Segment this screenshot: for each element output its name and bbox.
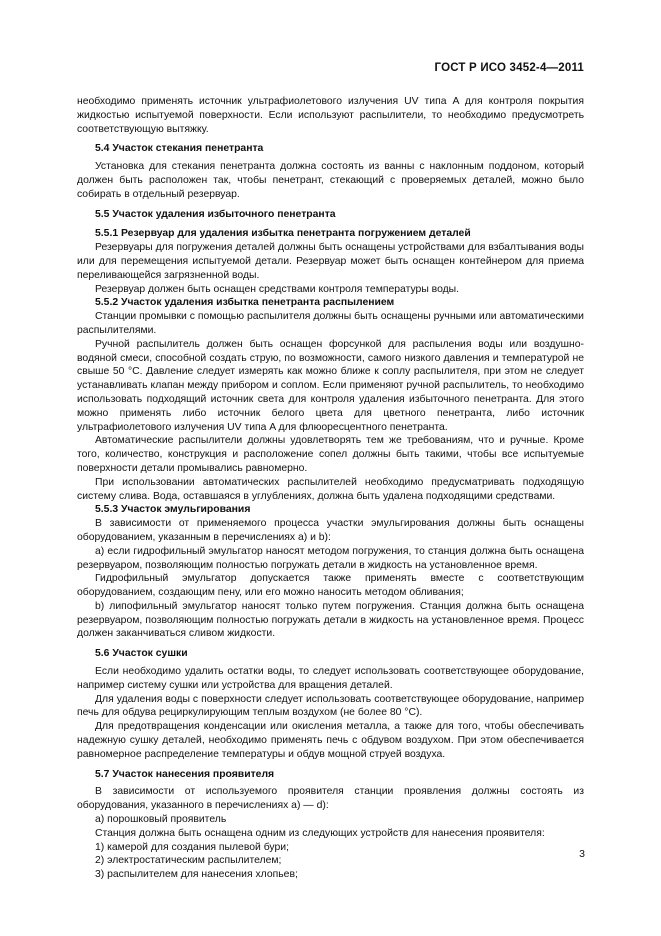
section-heading-5-7: 5.7 Участок нанесения проявителя	[95, 768, 275, 780]
section-heading-5-5-3: 5.5.3 Участок эмульгирования	[95, 504, 251, 516]
section-heading-5-5: 5.5 Участок удаления избыточного пенетранта	[95, 208, 336, 220]
paragraph: Для предотвращения конденсации или окисления металла, а также для того, чтобы обеспечивать надежную сушку деталей, необходимо применять печь с обдувом воздухом. При этом обеспечивается равномерное распределение температуры и обдув мощной струей воздуха.	[77, 721, 584, 760]
list-item-1: 1) камерой для создания пылевой бури;	[95, 841, 289, 853]
paragraph: Для удаления воды с поверхности следует использовать соответствующее оборудование, например печь для обдува рециркулирующим теплым воздухом (не более 80 °C).	[77, 693, 584, 719]
paragraph: В зависимости от применяемого процесса участки эмульгирования должны быть оснащены оборудованием, указанным в перечислениях a) и b):	[77, 518, 584, 543]
paragraph: Автоматические распылители должны удовлетворять тем же требованиям, что и ручные. Кроме того, количество, конструкция и расположение сопел должны быть такими, чтобы все испытуемые поверхности детали промывались равномерно.	[77, 435, 584, 474]
list-item-b: b) липофильный эмульгатор наносят только путем погружения. Станция должна быть оснащена резервуаром, позволяющим полностью погружать детали в жидкость на установленное время. Процесс должен заканчиваться сливом жидкости.	[77, 600, 584, 640]
list-item-a: a) если гидрофильный эмульгатор наносят методом погружения, то станция должна быть оснащена резервуаром, позволяющим полностью погружать детали в жидкость на установленное время.	[77, 545, 584, 571]
paragraph: Резервуары для погружения деталей должны быть оснащены устройствами для взбалтывания воды или для перемещения испытуемой детали. Резервуар может быть оснащен контейнером для приема переливающейся загрязненной воды.	[77, 242, 584, 281]
list-item-3: 3) распылителем для нанесения хлопьев;	[95, 869, 298, 881]
section-heading-5-6: 5.6 Участок сушки	[95, 648, 188, 660]
section-heading-5-5-2: 5.5.2 Участок удаления избытка пенетранта распылением	[95, 297, 395, 309]
paragraph: При использовании автоматических распылителей необходимо предусматривать подходящую систему слива. Вода, оставшаяся в углублениях, должна быть удалена подходящими средствами.	[77, 476, 584, 502]
paragraph: Если необходимо удалить остатки воды, то следует использовать соответствующее оборудование, например систему сушки или устройства для вращения деталей.	[77, 666, 584, 691]
paragraph: Резервуар должен быть оснащен средствами контроля температуры воды.	[95, 283, 460, 295]
paragraph: Станции промывки с помощью распылителя должны быть оснащены ручными или автоматическими распылителями.	[77, 311, 584, 336]
list-item-2: 2) электростатическим распылителем;	[95, 855, 282, 867]
list-item-a: a) порошковый проявитель	[95, 814, 227, 826]
paragraph: Ручной распылитель должен быть оснащен форсункой для распыления воды или воздушно-водяной смеси, способной создать струю, по возможности, самого низкого давления и температурой не свыше 50 °C. Давление следует измерять как можно ближе к соплу распылителя, при этом не следует устанавливать клапан между прибором и соплом. Если применяют ручной распылитель, то необходимо использовать подходящий источник света для контроля удаления избыточного пенетранта. Для этого можно применять либо источник белого цвета для цветного пенетранта, либо источник ультрафиолетового излучения UV типа A для флюоресцентного пенетранта.	[77, 338, 584, 433]
standard-header: ГОСТ Р ИСО 3452-4—2011	[434, 62, 584, 74]
section-heading-5-5-1: 5.5.1 Резервуар для удаления избытка пенетранта погружением деталей	[95, 228, 471, 240]
paragraph: Гидрофильный эмульгатор допускается также применять вместе с соответствующим оборудованием, создающим пену, или его можно наносить методом обливания;	[77, 573, 584, 599]
page-body	[77, 95, 584, 882]
paragraph: В зависимости от используемого проявителя станции проявления должны состоять из оборудования, указанного в перечислениях a) — d):	[77, 786, 584, 812]
paragraph: Установка для стекания пенетранта должна состоять из ванны с наклонным поддоном, который должен быть расположен так, чтобы пенетрант, стекающий с проверяемых деталей, можно было собирать в отдельный резервуар.	[77, 161, 584, 200]
paragraph-continuation: необходимо применять источник ультрафиолетового излучения UV типа A для контроля покрытия жидкостью испытуемой поверхности. Если используют распылители, то необходимо предусмотреть соответствующую вытяжку.	[77, 96, 584, 135]
paragraph: Станция должна быть оснащена одним из следующих устройств для нанесения проявителя:	[95, 827, 545, 839]
page-number: 3	[579, 848, 585, 860]
section-heading-5-4: 5.4 Участок стекания пенетранта	[95, 143, 264, 155]
